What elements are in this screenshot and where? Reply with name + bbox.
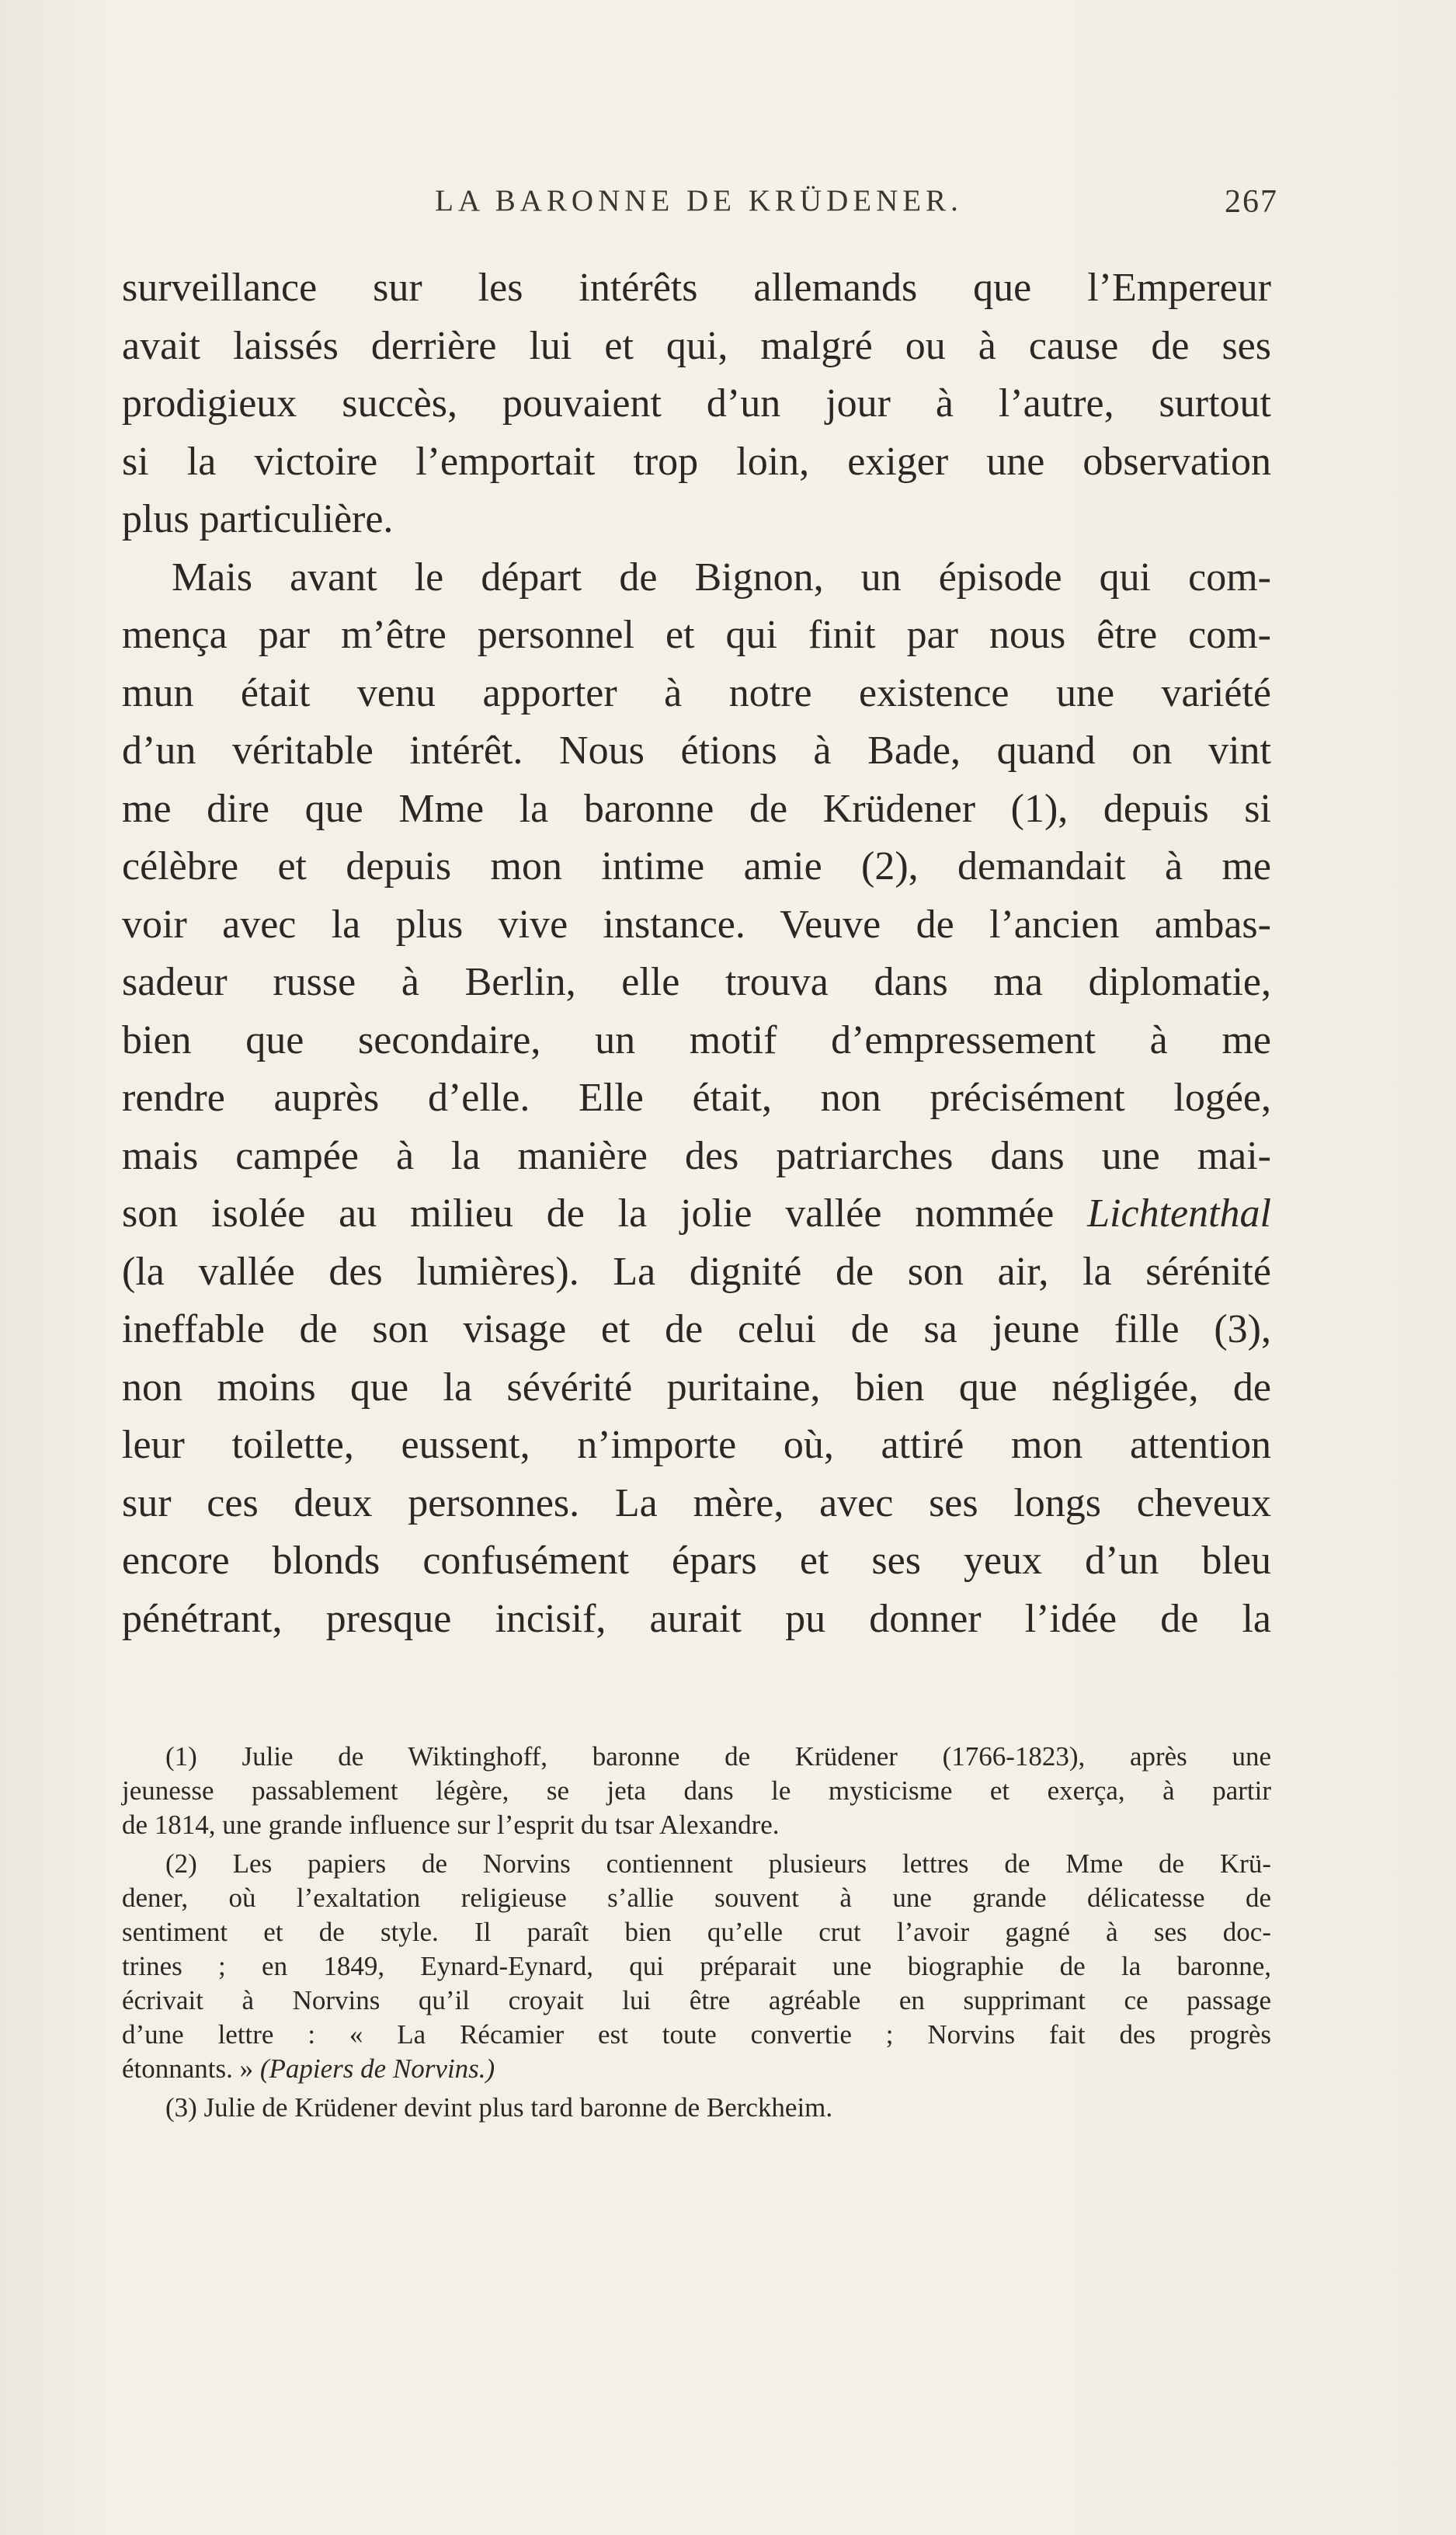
footnote-line: (2) Les papiers de Norvins contiennent plusieurs lettres de Mme de Krü- [165, 1848, 1271, 1879]
page-number: 267 [1225, 184, 1278, 220]
footnote-3 [122, 2091, 1271, 2125]
footnote-2 [122, 1847, 1271, 2086]
footnote-line: écrivait à Norvins qu’il croyait lui être agréable en supprimant ce passage [122, 1985, 1271, 2015]
footnote-line: dener, où l’exaltation religieuse s’allie souvent à une grande délicatesse de [122, 1883, 1271, 1913]
paragraph-1 [122, 259, 1271, 549]
text-line: surveillance sur les intérêts allemands que l’Empereur [122, 266, 1271, 310]
text-line: prodigieux succès, pouvaient d’un jour à l’autre, surtout [122, 381, 1271, 426]
footnotes [122, 1740, 1271, 2125]
footnote-line: jeunesse passablement légère, se jeta dans le mysticisme et exerça, à partir [122, 1775, 1271, 1806]
footnote-line: de 1814, une grande influence sur l’esprit du tsar Alexandre. [122, 1810, 780, 1840]
text-line: sadeur russe à Berlin, elle trouva dans ma diplomatie, [122, 960, 1271, 1004]
text-fragment: son isolée au milieu de la jolie vallée nommée [122, 1191, 1055, 1236]
footnote-fragment: étonnants. » [122, 2053, 260, 2084]
footnote-line: d’une lettre : « La Récamier est toute convertie ; Norvins fait des progrès [122, 2019, 1271, 2050]
text-line: si la victoire l’emportait trop loin, exiger une observation [122, 439, 1271, 484]
text-line-with-italic [122, 1185, 1271, 1243]
footnote-line: sentiment et de style. Il paraît bien qu’elle crut l’avoir gagné à ses doc- [122, 1917, 1271, 1947]
text-line: d’un véritable intérêt. Nous étions à Bade, quand on vint [122, 729, 1271, 773]
text-line: mença par m’être personnel et qui finit par nous être com- [122, 613, 1271, 657]
footnote-line: trines ; en 1849, Eynard-Eynard, qui préparait une biographie de la baronne, [122, 1951, 1271, 1981]
page-header [124, 183, 1278, 238]
italic-place-name: Lichtenthal [1087, 1191, 1271, 1236]
footnote-line: (1) Julie de Wiktinghoff, baronne de Krüdener (1766-1823), après une [165, 1741, 1271, 1772]
text-line: bien que secondaire, un motif d’empressement à me [122, 1017, 1271, 1062]
text-line: pénétrant, presque incisif, aurait pu donner l’idée de la [122, 1596, 1271, 1641]
running-title: LA BARONNE DE KRÜDENER. [435, 184, 963, 217]
text-line: me dire que Mme la baronne de Krüdener (1), depuis si [122, 786, 1271, 831]
text-line: mais campée à la manière des patriarches dans une mai- [122, 1133, 1271, 1178]
text-line: non moins que la sévérité puritaine, bien que négligée, de [122, 1365, 1271, 1410]
text-line: sur ces deux personnes. La mère, avec ses longs cheveux [122, 1480, 1271, 1525]
text-line: leur toilette, eussent, n’importe où, attiré mon attention [122, 1423, 1271, 1467]
text-line: avait laissés derrière lui et qui, malgré ou à cause de ses [122, 323, 1271, 368]
text-line: encore blonds confusément épars et ses yeux d’un bleu [122, 1539, 1271, 1583]
paragraph-2 [122, 549, 1271, 1649]
text-line: rendre auprès d’elle. Elle était, non précisément logée, [122, 1076, 1271, 1120]
text-line: mun était venu apporter à notre existence une variété [122, 670, 1271, 715]
text-line: célèbre et depuis mon intime amie (2), demandait à me [122, 844, 1271, 888]
text-line: (la vallée des lumières). La dignité de son air, la sérénité [122, 1249, 1271, 1294]
text-line: voir avec la plus vive instance. Veuve de l’ancien ambas- [122, 902, 1271, 947]
main-text [122, 259, 1271, 1648]
text-line: plus particulière. [122, 497, 394, 541]
footnote-line: (3) Julie de Krüdener devint plus tard baronne de Berckheim. [165, 2092, 833, 2123]
text-line: ineffable de son visage et de celui de sa jeune fille (3), [122, 1307, 1271, 1351]
footnote-line [122, 2052, 1271, 2086]
footnote-source: (Papiers de Norvins.) [259, 2053, 495, 2084]
text-line: Mais avant le départ de Bignon, un épisode qui com- [172, 555, 1271, 600]
footnote-1 [122, 1740, 1271, 1842]
